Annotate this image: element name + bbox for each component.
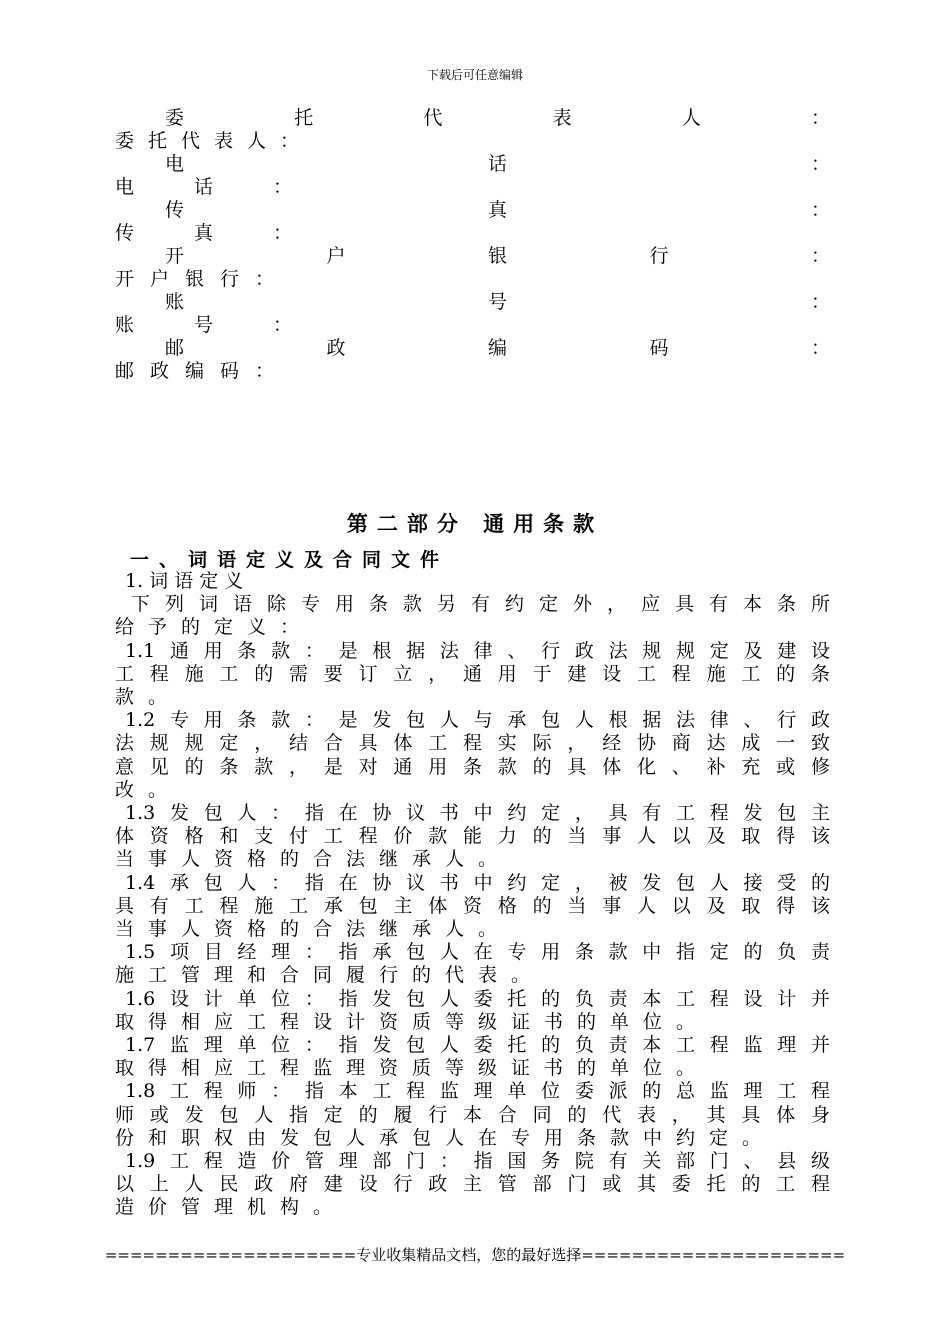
field-delegate-upper: 委托代表人： xyxy=(165,107,830,129)
page-footer: ====================专业收集精品文档，您的最好选择===================== xyxy=(104,1246,846,1264)
definition-1-7: 1.7监理单位：指发包人委托的负责本工程监理并 取得相应工程监理资质等级证书的单位。 xyxy=(115,1034,830,1080)
field-phone-lower: 电话： xyxy=(115,176,353,198)
field-delegate-lower: 委托代表人： xyxy=(115,130,314,152)
page-header-note: 下载后可任意编辑 xyxy=(426,68,523,82)
clause-title: 1. 词 语 定 义 xyxy=(125,570,244,592)
contact-fields-block xyxy=(115,107,830,383)
field-bank-lower: 开户银行： xyxy=(115,268,291,290)
field-account-upper: 账号： xyxy=(165,291,830,313)
field-postcode-lower: 邮政编码： xyxy=(115,360,291,382)
definition-1-1: 1.1通用条款：是根据法律、行政法规规定及建设 工程施工的需要订立，通用于建设工程施工的条 款。 xyxy=(115,639,830,709)
definition-1-8: 1.8工程师：指本工程监理单位委派的总监理工程 师或发包人指定的履行本合同的代表，其具体身 份和职权由发包人承包人在专用条款中约定。 xyxy=(115,1080,830,1149)
intro-line-2: 给予的定义： xyxy=(115,616,314,639)
intro-line-1: 下列词语除专用条款另有约定外，应具有本条所 xyxy=(131,593,830,616)
field-phone-upper: 电话： xyxy=(165,153,830,175)
definition-1-9: 1.9工程造价管理部门：指国务院有关部门、县级 以上人民政府建设行政主管部门或其委托的工程 造价管理机构。 xyxy=(115,1150,830,1219)
field-fax-upper: 传真： xyxy=(165,199,830,221)
field-fax-lower: 传真： xyxy=(115,222,353,244)
definition-1-3: 1.3发包人：指在协议书中约定，具有工程发包主 体资格和支付工程价款能力的当事人以及取得该 当事人资格的合法继承人。 xyxy=(115,802,830,871)
field-postcode-upper: 邮政编码： xyxy=(165,337,830,359)
definition-1-4: 1.4承包人：指在协议书中约定，被发包人接受的 具有工程施工承包主体资格的当事人以及取得该 当事人资格的合法继承人。 xyxy=(115,871,830,941)
section-heading: 一、词语定义及合同文件 xyxy=(130,549,450,571)
field-account-lower: 账号： xyxy=(115,314,353,336)
field-bank-upper: 开户银行： xyxy=(165,245,830,267)
definitions-body xyxy=(115,570,830,1220)
part-title: 第二部分 通用条款 xyxy=(346,512,604,536)
definition-1-6: 1.6设计单位：指发包人委托的负责本工程设计并 取得相应工程设计资质等级证书的单位。 xyxy=(115,987,830,1033)
definition-1-5: 1.5项目经理：指承包人在专用条款中指定的负责 施工管理和合同履行的代表。 xyxy=(115,941,830,987)
definition-1-2: 1.2专用条款：是发包人与承包人根据法律、行政 法规规定，结合具体工程实际，经协商达成一致 意见的条款，是对通用条款的具体化、补充或修 改。 xyxy=(115,709,830,801)
